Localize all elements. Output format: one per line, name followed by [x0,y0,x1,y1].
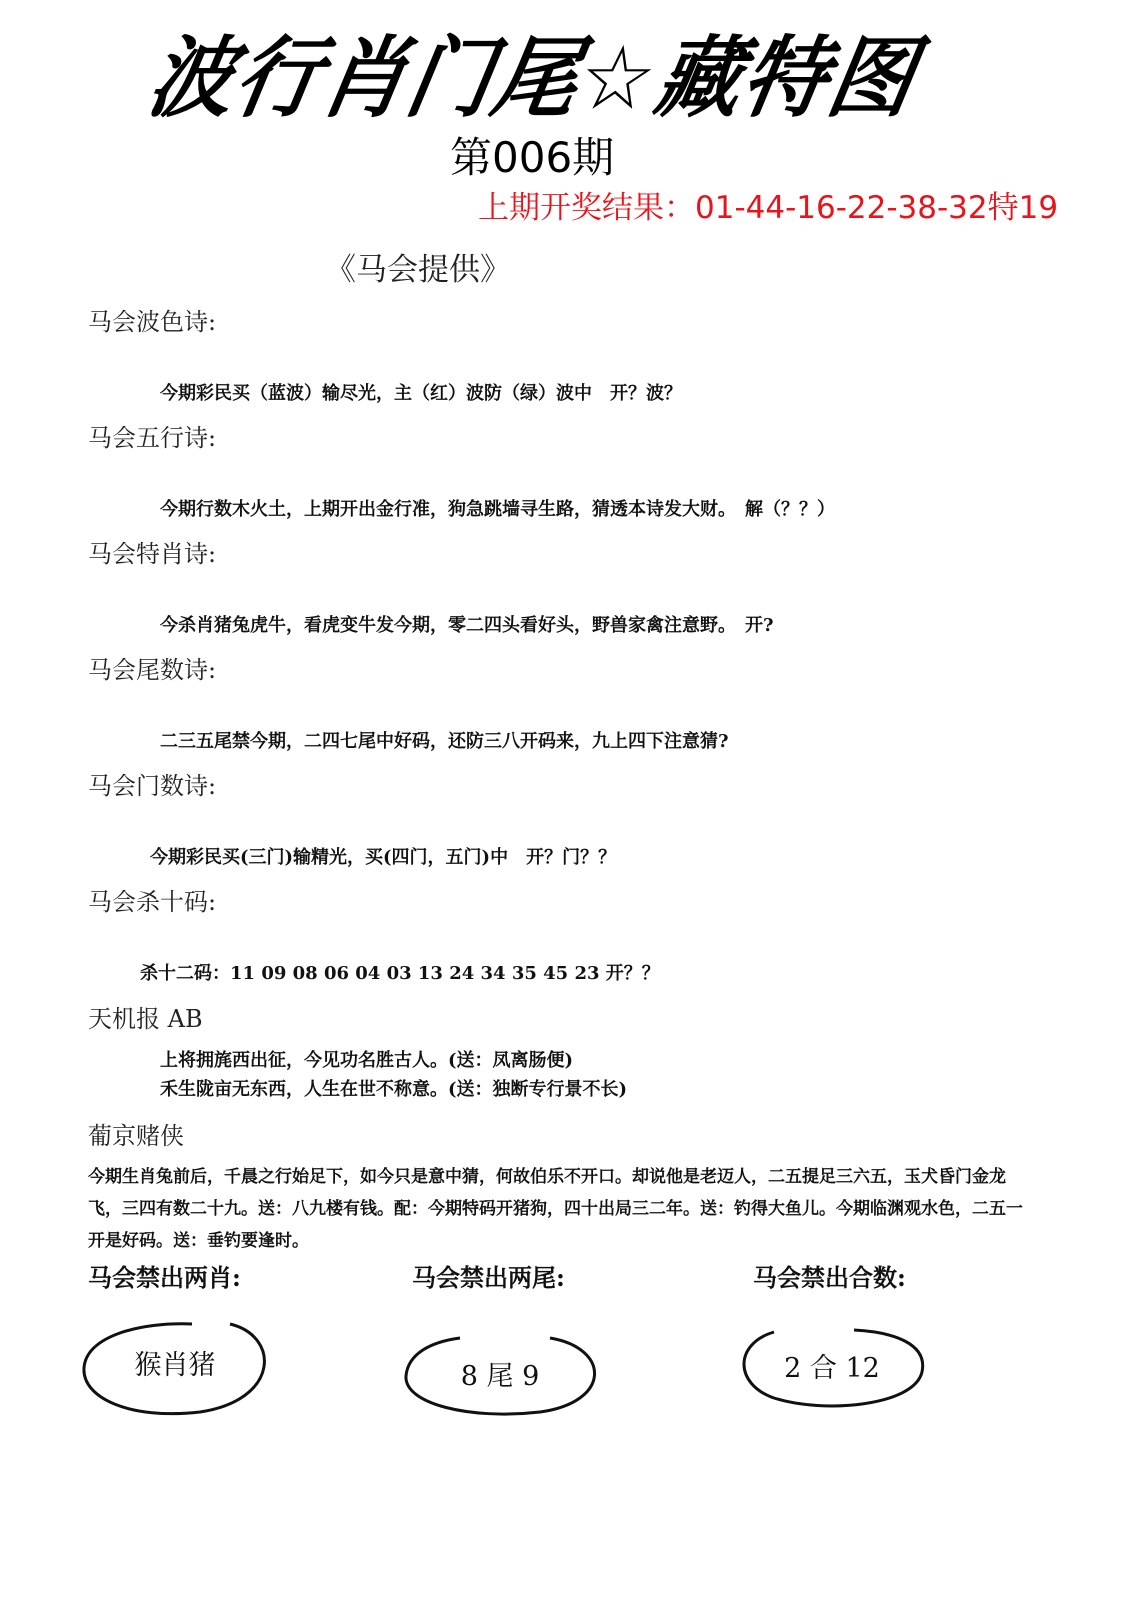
tianjibao-line-2: 禾生陇亩无东西，人生在世不称意。(送：独断专行景不长) [160,1079,628,1100]
poem-tail: 二三五尾禁今期，二四七尾中好码，还防三八开码来，九上四下注意猜? [160,731,729,752]
section-title-gate: 马会门数诗: [88,772,217,800]
section-title-tail: 马会尾数诗: [88,656,217,684]
poem-zodiac: 今杀肖猪兔虎牛，看虎变牛发今期，零二四头看好头，野兽家禽注意野。 开? [160,615,774,636]
tianjibao-line-1: 上将拥旄西出征，今见功名胜古人。(送：凤离肠便) [160,1050,574,1071]
section-title-zodiac: 马会特肖诗: [88,540,217,568]
pujing-text: 今期生肖兔前后，千晨之行始足下，如今只是意中猜，何故伯乐不开口。却说他是老迈人，二五提足三六五，玉犬昏门金龙飞，三四有数二十九。送：八九楼有钱。配：今期特码开猪狗，四十出局三二年。送：钓得大鱼儿。今期临渊观水色，二五一开是好码。送：垂钓要逢时。 [88,1167,1023,1251]
ban-zodiac-value: 猴肖猪 [134,1350,216,1381]
section-title-kill-codes: 马会杀十码: [88,888,217,916]
poem-wave: 今期彩民买（蓝波）输尽光，主（红）波防（绿）波中 开？波？ [160,383,682,404]
ban-tail-value: 8 尾 9 [460,1361,540,1392]
pujing-title: 葡京赌侠 [88,1122,184,1150]
kill-codes-line: 杀十二码：11 09 08 06 04 03 13 24 34 35 45 23 开？？ [140,963,660,984]
tianjibao-title: 天机报 AB [88,1005,203,1033]
main-title: 波行肖门尾☆藏特图 [140,26,925,130]
issue-number: 第006期 [450,133,615,182]
ban-zodiac-title: 马会禁出两肖: [88,1263,241,1292]
section-title-five-elements: 马会五行诗: [88,424,217,452]
ban-sum-value: 2 合 12 [784,1353,880,1384]
section-title-wave: 马会波色诗: [88,308,217,336]
provider-label: 《马会提供》 [325,252,511,288]
poem-five-elements: 今期行数木火土，上期开出金行准，狗急跳墙寻生路，猜透本诗发大财。 解（？？） [160,499,835,520]
ban-sum-title: 马会禁出合数: [753,1263,906,1292]
poem-gate: 今期彩民买(三门)输精光，买(四门，五门)中 开？门？？ [150,847,617,868]
ban-tail-title: 马会禁出两尾: [412,1263,565,1292]
last-result: 上期开奖结果：01-44-16-22-38-32特19 [478,190,1059,226]
